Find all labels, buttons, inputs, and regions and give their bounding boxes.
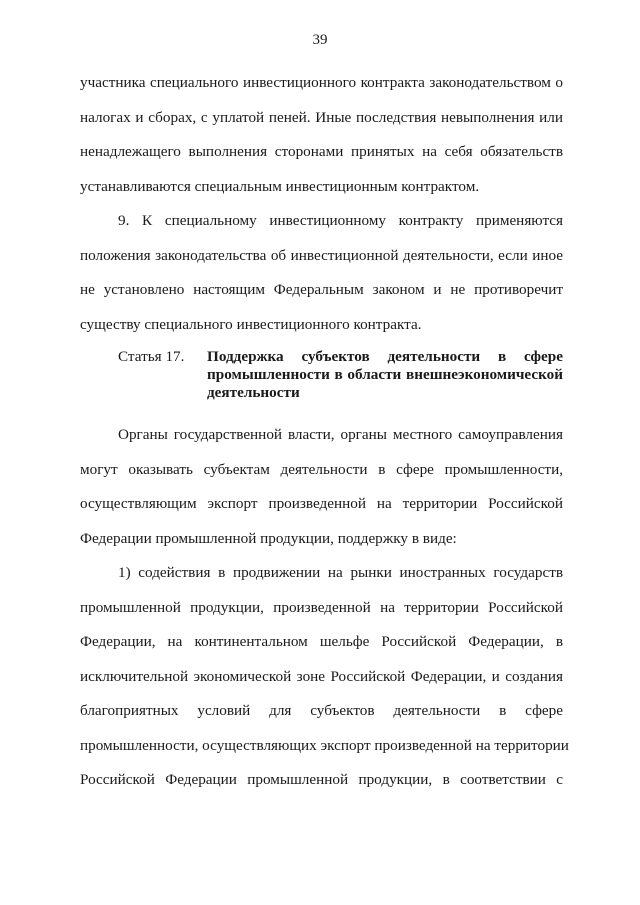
text-line: положения законодательства об инвестиционной деятельности, если иное: [80, 246, 563, 264]
text-line: 9. К специальному инвестиционному контракту применяются: [118, 212, 563, 229]
text-line: Органы государственной власти, органы местного самоуправления: [118, 426, 563, 443]
paragraph-continuation: [80, 66, 563, 204]
document-body: [80, 66, 569, 798]
text-line: промышленности, осуществляющих экспорт произведенной на территории: [80, 736, 569, 754]
text-line: промышленной продукции, произведенной на территории Российской: [80, 598, 563, 616]
text-line: не установлено настоящим Федеральным законом и не противоречит: [80, 281, 563, 298]
article-title: [207, 348, 563, 402]
article-heading: [80, 348, 563, 406]
text-line: благоприятных условий для субъектов деятельности в сфере: [80, 702, 563, 719]
text-line: существу специального инвестиционного контракта.: [80, 315, 422, 333]
text-line: Федерации, на континентальном шельфе Российской Федерации, в: [80, 633, 563, 650]
article-title-line: Поддержка субъектов деятельности в сфере: [207, 348, 563, 365]
page-number: 39: [312, 32, 328, 48]
text-line: могут оказывать субъектам деятельности в сфере промышленности,: [80, 460, 563, 478]
text-line: устанавливаются специальным инвестиционным контрактом.: [80, 177, 480, 195]
article-title-line: деятельности: [207, 384, 300, 401]
text-line: Российской Федерации промышленной продукции, в соответствии с: [80, 771, 563, 788]
article-title-line: промышленности в области внешнеэкономической: [207, 366, 563, 383]
text-line: осуществляющим экспорт произведенной на территории Российской: [80, 495, 563, 512]
text-line: налогах и сборах, с уплатой пеней. Иные последствия невыполнения или: [80, 108, 563, 126]
paragraph-item-1: [80, 556, 569, 798]
paragraph-clause-9: [80, 204, 563, 342]
text-line: 1) содействия в продвижении на рынки иностранных государств: [118, 564, 563, 581]
text-line: участника специального инвестиционного контракта законодательством о: [80, 74, 563, 91]
paragraph-intro: [80, 418, 563, 556]
text-line: ненадлежащего выполнения сторонами принятых на себя обязательств: [80, 143, 563, 160]
article-number: Статья 17.: [118, 348, 185, 365]
text-line: исключительной экономической зоне Российской Федерации, и создания: [80, 667, 563, 685]
text-line: Федерации промышленной продукции, поддержку в виде:: [80, 529, 457, 547]
